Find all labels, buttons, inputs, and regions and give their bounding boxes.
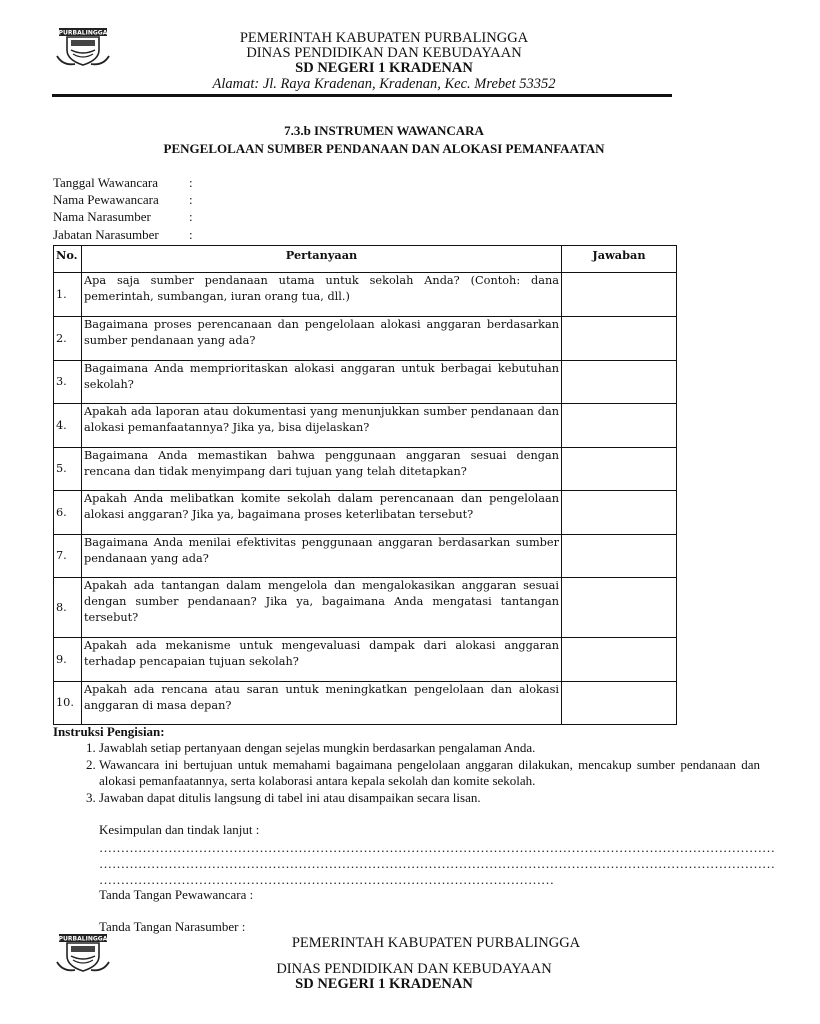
row-question: Apakah ada rencana atau saran untuk meningkatkan pengelolaan dan alokasi anggaran di masa depan? — [82, 682, 562, 725]
info-field-position — [53, 226, 193, 243]
row-number: 3. — [54, 361, 82, 404]
row-answer-cell[interactable] — [562, 578, 677, 638]
row-number: 4. — [54, 404, 82, 448]
row-number: 1. — [54, 273, 82, 317]
footer-dept-name: DINAS PENDIDIKAN DAN KEBUDAYAAN — [276, 961, 552, 977]
header-gov-name: PEMERINTAH KABUPATEN PURBALINGGA — [239, 30, 529, 46]
info-sep: : — [189, 192, 193, 207]
document-code-title: 7.3.b INSTRUMEN WAWANCARA — [284, 123, 484, 138]
footer-gov-name: PEMERINTAH KABUPATEN PURBALINGGA — [291, 935, 581, 951]
row-number: 5. — [54, 448, 82, 491]
row-number: 7. — [54, 535, 82, 578]
col-header-question: Pertanyaan — [82, 246, 562, 273]
interview-table — [53, 245, 677, 725]
row-answer-cell[interactable] — [562, 491, 677, 535]
row-question: Apa saja sumber pendanaan utama untuk sekolah Anda? (Contoh: dana pemerintah, sumbangan, iuran orang tua, dll.) — [82, 273, 562, 317]
info-label: Nama Narasumber — [53, 209, 151, 224]
signature-interviewer: Tanda Tangan Pewawancara : — [99, 887, 254, 902]
table-row — [54, 317, 677, 361]
row-answer-cell[interactable] — [562, 317, 677, 361]
table-row — [54, 535, 677, 578]
info-sep: : — [189, 227, 193, 242]
signature-source: Tanda Tangan Narasumber : — [99, 919, 246, 934]
footer-school-name: SD NEGERI 1 KRADENAN — [295, 976, 473, 992]
row-answer-cell[interactable] — [562, 404, 677, 448]
instruction-item: 1. Jawablah setiap pertanyaan dengan sejelas mungkin berdasarkan pengalaman Anda. — [99, 740, 760, 757]
info-field-source — [53, 208, 193, 225]
row-number: 10. — [54, 682, 82, 725]
row-answer-cell[interactable] — [562, 361, 677, 404]
row-answer-cell[interactable] — [562, 638, 677, 682]
row-question: Bagaimana Anda memprioritaskan alokasi anggaran untuk berbagai kebutuhan sekolah? — [82, 361, 562, 404]
logo-text: PURBALINGGA — [58, 935, 108, 943]
row-question: Apakah ada mekanisme untuk mengevaluasi dampak dari alokasi anggaran terhadap pencapaian tujuan sekolah? — [82, 638, 562, 682]
header-address: Alamat: Jl. Raya Kradenan, Kradenan, Kec. Mrebet 53352 — [212, 76, 556, 92]
row-question: Apakah ada tantangan dalam mengelola dan mengalokasikan anggaran sesuai dengan sumber pendanaan? Jika ya, bagaimana Anda mengatasi tantangan tersebut? — [82, 578, 562, 638]
table-row — [54, 491, 677, 535]
table-row — [54, 404, 677, 448]
row-number: 2. — [54, 317, 82, 361]
table-row — [54, 448, 677, 491]
row-question: Bagaimana proses perencanaan dan pengelolaan alokasi anggaran berdasarkan sumber pendanaan yang ada? — [82, 317, 562, 361]
row-question: Bagaimana Anda memastikan bahwa penggunaan anggaran sesuai dengan rencana dan tidak menyimpang dari tujuan yang telah ditetapkan? — [82, 448, 562, 491]
info-sep: : — [189, 175, 193, 190]
col-header-no: No. — [54, 246, 82, 273]
info-label: Jabatan Narasumber — [53, 227, 159, 242]
instructions-title: Instruksi Pengisian: — [53, 724, 165, 739]
instructions-list — [53, 740, 760, 806]
table-row — [54, 273, 677, 317]
info-label: Nama Pewawancara — [53, 192, 159, 207]
row-number: 6. — [54, 491, 82, 535]
header-divider — [52, 94, 672, 97]
col-header-answer: Jawaban — [562, 246, 677, 273]
conclusion-label: Kesimpulan dan tindak lanjut : — [99, 822, 260, 837]
table-row — [54, 361, 677, 404]
instruction-item: 3. Jawaban dapat ditulis langsung di tabel ini atau disampaikan secara lisan. — [99, 790, 760, 807]
table-row — [54, 638, 677, 682]
row-answer-cell[interactable] — [562, 682, 677, 725]
table-row — [54, 682, 677, 725]
row-question: Bagaimana Anda menilai efektivitas penggunaan anggaran berdasarkan sumber pendanaan yang ada? — [82, 535, 562, 578]
row-number: 8. — [54, 578, 82, 638]
document-title: PENGELOLAAN SUMBER PENDANAAN DAN ALOKASI PEMANFAATAN — [163, 141, 605, 156]
info-sep: : — [189, 209, 193, 224]
row-question: Apakah Anda melibatkan komite sekolah dalam perencanaan dan pengelolaan alokasi anggaran? Jika ya, bagaimana proses keterlibatan tersebut? — [82, 491, 562, 535]
row-number: 9. — [54, 638, 82, 682]
header-school-name: SD NEGERI 1 KRADENAN — [295, 60, 473, 76]
conclusion-dots-line[interactable]: ………………………………………………………………………………………………………………………………………… — [99, 856, 775, 871]
row-answer-cell[interactable] — [562, 535, 677, 578]
info-field-date — [53, 174, 193, 191]
row-answer-cell[interactable] — [562, 448, 677, 491]
row-question: Apakah ada laporan atau dokumentasi yang menunjukkan sumber pendanaan dan alokasi pemanfaatannya? Jika ya, bisa dijelaskan? — [82, 404, 562, 448]
table-header-row — [54, 246, 677, 273]
info-field-interviewer — [53, 191, 193, 208]
instruction-item: 2. Wawancara ini bertujuan untuk memahami bagaimana pengelolaan anggaran dilakukan, mencakup sumber pendanaan dan alokasi pemanfaatannya, serta kolaborasi antara kepala sekolah dan komite sekolah. — [99, 757, 760, 790]
logo-text: PURBALINGGA — [58, 29, 108, 37]
conclusion-dots-line[interactable]: ………………………………………………………………………………………………………………………………………… — [99, 840, 775, 855]
conclusion-dots-line[interactable]: …………………………………………………………………………………………… — [99, 872, 554, 887]
header-dept-name: DINAS PENDIDIKAN DAN KEBUDAYAAN — [246, 45, 522, 61]
row-answer-cell[interactable] — [562, 273, 677, 317]
table-row — [54, 578, 677, 638]
info-label: Tanggal Wawancara — [53, 175, 158, 190]
